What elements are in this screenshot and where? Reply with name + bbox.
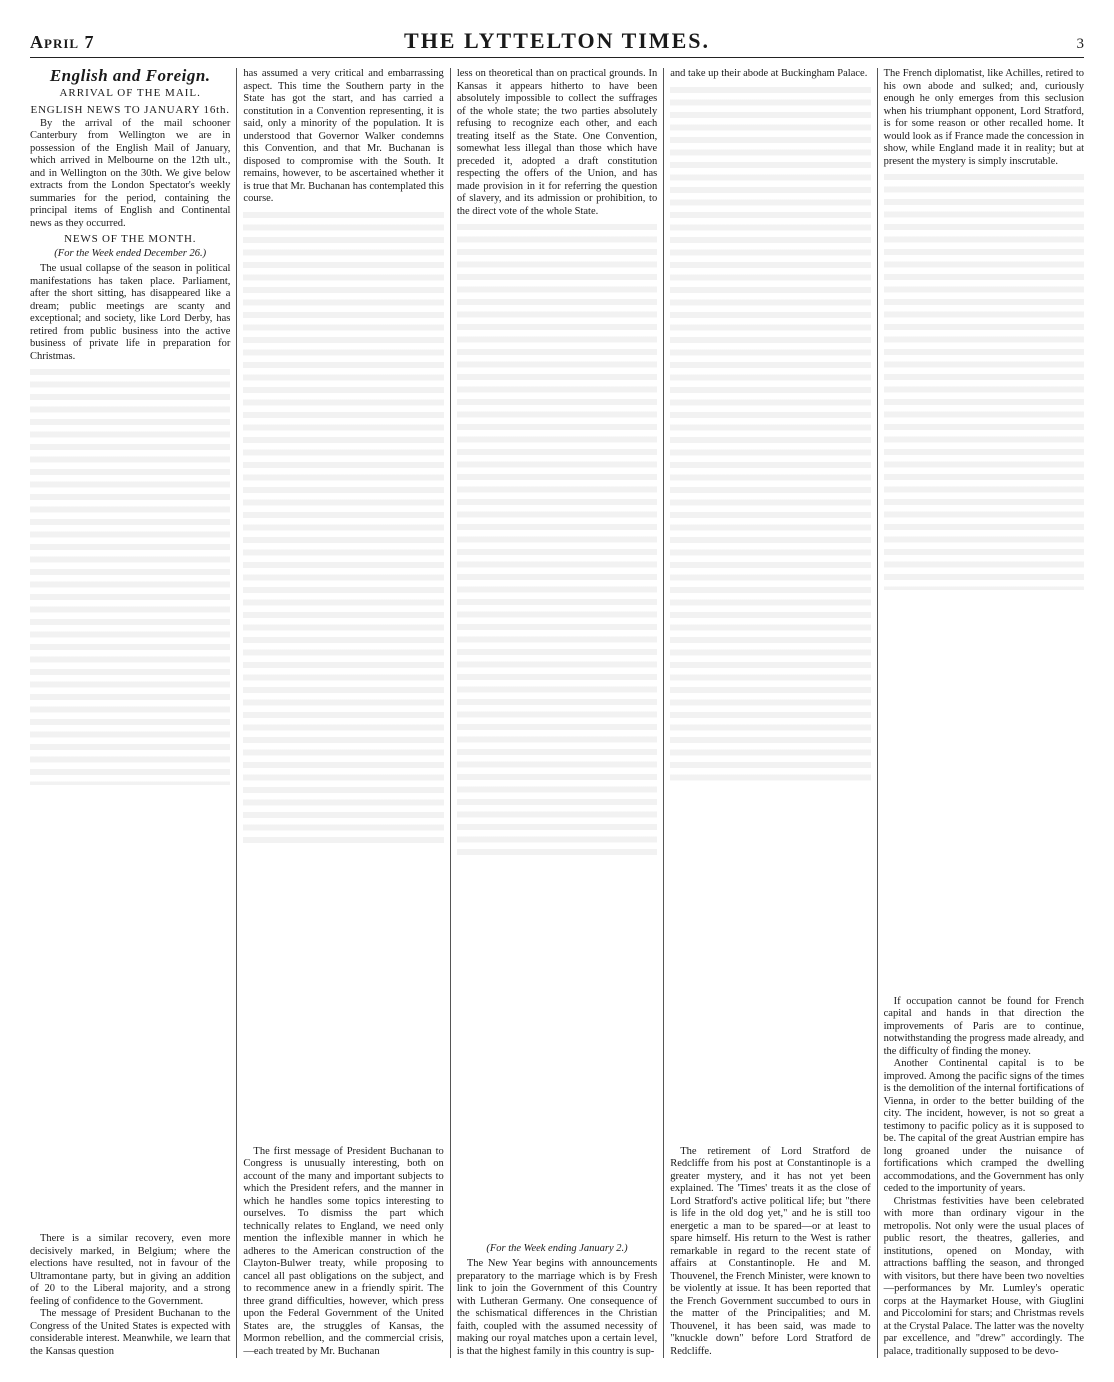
column-2 [236,68,449,1358]
paragraph: There is a similar recovery, even more decisively marked, in Belgium; where the elections have resulted, not in favour of the Ultramontane party, but in giving an addition of 20 to the Liberal majority, and a strong feeling of confidence to the Government. [30,1233,231,1307]
paragraph: By the arrival of the mail schooner Canterbury from Wellington we are in possession of the English Mail of January, which arrived in Melbourne on the 12th ult., and in Wellington on the 30th. We give below extracts from the London Spectator's weekly summaries for the period, containing the principal items of English and Continental news as they occurred. [30,117,231,229]
paragraph: The retirement of Lord Stratford de Redcliffe from his post at Constantinople is a greater mystery, and it has not yet been explained. The 'Times' treats it as the close of Lord Stratford's active political life; but "there is life in the old dog yet," and he is still too energetic a man to be spared—or at least to spare himself. His return to the West is rather remarkable in regard to the recent state of affairs at Constantinople. He and M. Thouvenel, the French Minister, were known to be violently at issue. It has been reported that the French Government succumbed to ours in the matter of the Principalities; and M. Thouvenel, it has been said, was made to "knuckle down" before Lord Stratford de Redcliffe. [670,1145,871,1357]
paragraph: The New Year begins with announcements preparatory to the marriage which is by Fresh link to join the Government of this Country with Lutheran Germany. One consequence of the schismatical differences in the Christian faith, coupled with the assumed necessity of making our royal matches upon a certain level, is that the highest family in this country is sup- [456,1258,658,1357]
column-tail [457,1241,657,1359]
column-1 [30,68,236,1358]
omitted-text-region [670,83,870,783]
page-number: 3 [1076,36,1084,52]
section-subtitle: ARRIVAL OF THE MAIL. [59,86,201,99]
paragraph: The first message of President Buchanan to Congress is unusually interesting, both on account of the many and important subjects to which the President refers, and the manner in which he handles some topics interesting to ourselves. To dismiss the part which technically relates to England, we need only mention the inflexible manner in which he adheres to the American construction of the Clayton-Bulwer treaty, while proposing to cancel all past obligations on the subject, and to recommence anew in a friendly spirit. The three grand difficulties, however, which press upon the Federal Government of the United States are, the struggles of Kansas, the Mormon rebellion, and the commercial crisis,—each treated by Mr. Buchanan [243,1145,444,1357]
column-tail [670,1146,870,1359]
dateline: (For the Week ending January 2.) [486,1242,628,1254]
section-title: English and Foreign. [49,68,211,85]
news-subheading: NEWS OF THE MONTH. [64,233,197,245]
omitted-text-region [243,208,443,848]
issue-date: April 7 [30,32,95,52]
omitted-text-region [884,170,1084,590]
paragraph: The French diplomatist, like Achilles, retired to his own abode and sulked; and, curiously enough he only emerges from this seclusion when his triumphant opponent, Lord Stratford, is for some reason or other recalled home. It would look as if France made the concession in show, while England made it in reality; but at present the mystery is simply inscrutable. [883,68,1084,167]
omitted-text-region [30,365,230,785]
dateline: (For the Week ended December 26.) [54,247,207,259]
paragraph: If occupation cannot be found for French capital and hands in that direction the improvements of Paris are to continue, notwithstanding the progress made already, and the difficulty of finding the money. [883,995,1084,1057]
column-tail [243,1146,443,1359]
masthead [30,28,1084,58]
column-heading: ENGLISH NEWS TO JANUARY 16th. [30,104,230,116]
paragraph: has assumed a very critical and embarrassing aspect. This time the Southern party in the State has got the start, and has carried a constitution in a Convention representing, it is said, only a minority of the population. It is understood that Governor Walker condemns this Convention, and that Mr. Buchanan is disposed to compromise with the South. It remains, however, to be ascertained whether it is true that Mr. Buchanan has contemplated this course. [243,68,444,204]
paragraph: Another Continental capital is to be improved. Among the pacific signs of the times is the demolition of the internal fortifications of Vienna, in order to the better building of the city. The incident, however, is not so great a testimony to pacific policy as it is supposed to be. The capital of the great Austrian empire has long groaned under the nuisance of fortifications which cramped the dwelling accommodations, and the Government has only ceded to the importunity of years. [883,1058,1084,1194]
column-tail [884,996,1084,1359]
paragraph: The usual collapse of the season in political manifestations has taken place. Parliament, after the short sitting, has disappeared like a dream; public meetings are scanty and exceptional; and society, like Lord Derby, has retired from public business into the active business of private life in preparation for Christmas. [30,263,231,362]
omitted-text-region [457,220,657,860]
column-4 [663,68,876,1358]
column-3 [450,68,663,1358]
column-tail [30,1233,230,1358]
paragraph: less on theoretical than on practical grounds. In Kansas it appears hitherto to have been absolutely impossible to collect the suffrages of the whole state; the two parties absolutely refusing to recognize each other, and each treating itself as the State. One Convention, somewhat less illegal than those which have preceded it, adopted a draft constitution respecting the offers of the Union, and has made provision in it for referring the question of slavery, and its admission or prohibition, to the direct vote of the whole State. [456,68,658,217]
column-5 [877,68,1084,1358]
paragraph: and take up their abode at Buckingham Palace. [670,68,868,79]
paragraph: The message of President Buchanan to the Congress of the United States is expected with considerable interest. Meanwhile, we learn that the Kansas question [30,1308,231,1357]
article-columns [30,68,1084,1358]
newspaper-title: THE LYTTELTON TIMES. [404,28,710,53]
paragraph: Christmas festivities have been celebrated with more than ordinary vigour in the metropolis. Not only were the usual places of public resort, the theatres, galleries, and institutions, opened on Monday, with attractions baffling the season, and thronged with visitors, but there have been two novelties—performances by Mr. Lumley's operatic corps at the Haymarket House, with Giuglini and Piccolomini for stars; and Christmas revels at the Crystal Palace. The latter was the novelty par excellence, and "drew" accordingly. The palace, traditionally supposed to be devo- [883,1195,1084,1357]
